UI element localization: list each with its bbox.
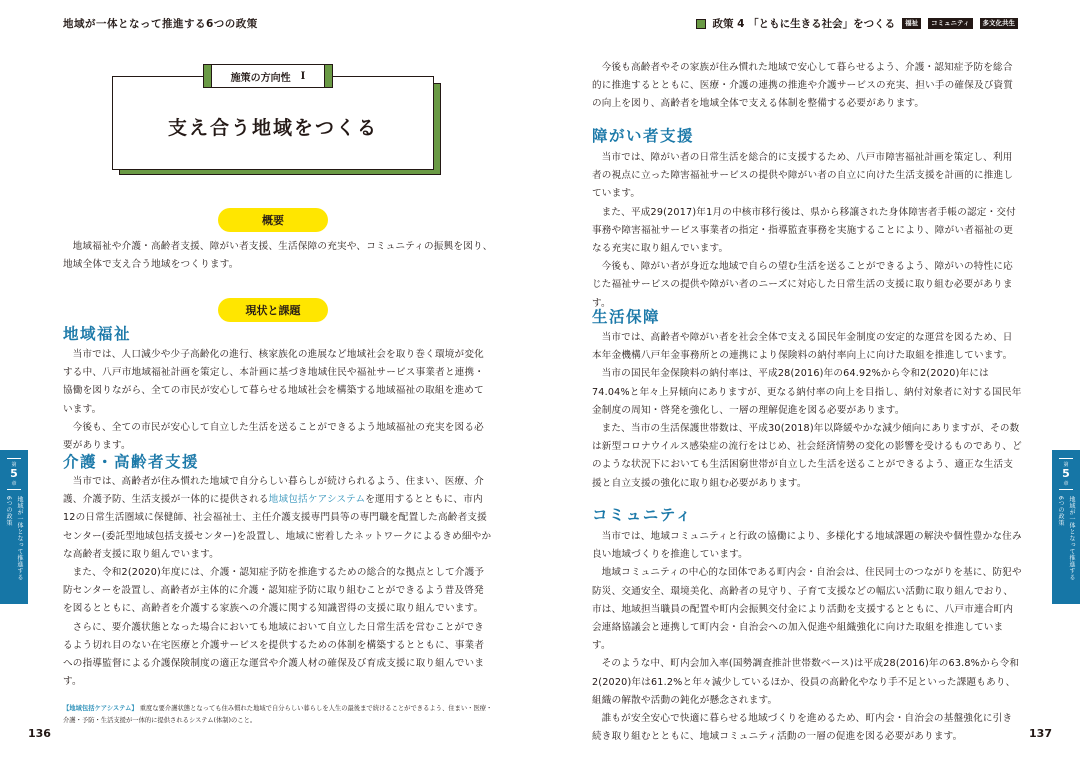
heading-elderly: 介護・高齢者支援: [63, 453, 200, 471]
policy-header: [696, 16, 1018, 31]
paragraph: 当市では、人口減少や少子高齢化の進行、核家族化の進展など地域社会を取り巻く環境が変化する中、八戸市地域福祉計画を策定し、本計画に基づき地域住民や福祉サービス事業者と連携・協働を図りながら、全ての市民が安心して暮らせる地域社会を構築する地域福祉の取組を進めています。: [63, 349, 485, 415]
summary-pill: 概要: [218, 208, 328, 232]
chapter-title: [4, 496, 24, 581]
paragraph: 今後も、障がい者が身近な地域で自らの望む生活を送ることができるよう、障がいの特性に応じた福祉サービスの提供や障がい者のニーズに対応した日常生活の支援に取り組む必要があります。: [592, 261, 1013, 309]
chapter-tab-left[interactable]: [0, 450, 28, 604]
chapter-number: 5: [1062, 467, 1070, 480]
running-head: 地域が一体となって推進する6つの政策: [63, 18, 258, 30]
divider: [1059, 489, 1073, 490]
direction-label-text: 施策の方向性: [230, 72, 291, 84]
chapter-tab-right[interactable]: [1052, 450, 1080, 604]
footnote-term: 【地域包括ケアシステム】: [63, 705, 138, 712]
direction-label: [203, 64, 333, 88]
paragraph: 今後も、全ての市民が安心して自立した生活を送ることができるよう地域福祉の充実を図る必要があります。: [63, 421, 484, 452]
paragraph: 当市では、障がい者の日常生活を総合的に支援するため、八戸市障害福祉計画を策定し、利用者の視点に立った障害福祉サービスの提供や障がい者の自立に向けた生活支援を計画的に推進しています。: [592, 152, 1014, 200]
paragraph: 誰もが安全安心で快適に暮らせる地域づくりを進めるため、町内会・自治会の基盤強化に引き続き取り組むとともに、地域コミュニティ活動の一層の促進を図る必要があります。: [592, 713, 1013, 743]
chapter-title: [1056, 496, 1076, 581]
elderly-text-cont: [592, 59, 1022, 114]
paragraph: 当市では、高齢者や障がい者を社会全体で支える国民年金制度の安定的な運営を図るため、日本年金機構八戸年金事務所との連携により保険料の納付率向上に向けた取組を推進しています。: [592, 332, 1013, 362]
chapter-title-line1: 地域が一体となって推進する: [1068, 496, 1075, 581]
glossary-term-link[interactable]: 地域包括ケアシステム: [268, 494, 366, 506]
chapter-title-line1: 地域が一体となって推進する: [16, 496, 23, 581]
current-pill: 現状と課題: [218, 298, 328, 322]
heading-community: コミュニティ: [592, 506, 693, 524]
tag-community: コミュニティ: [928, 18, 972, 29]
heading-disability: 障がい者支援: [592, 127, 695, 145]
paragraph: また、当市の生活保護世帯数は、平成30(2018)年以降緩やかな減少傾向にありますが、その数は新型コロナウイルス感染症の流行をはじめ、社会経済情勢の変化の影響を受けるものであり、どのような状況下においても生活困窮世帯が自立した生活を送ることができるよう、適正な生活支援と自立支援の強化に取り組む必要があります。: [592, 423, 1022, 489]
direction-number: Ⅰ: [300, 70, 306, 82]
divider: [7, 458, 21, 459]
heading-welfare: 地域福祉: [63, 325, 132, 343]
divider: [1059, 458, 1073, 459]
tag-welfare: 福祉: [902, 18, 921, 29]
chapter-suffix: 章: [1063, 481, 1069, 487]
chapter-prefix: 第: [1063, 462, 1069, 468]
welfare-text: [63, 346, 493, 455]
paragraph: 今後も高齢者やその家族が住み慣れた地域で安心して暮らせるよう、介護・認知症予防を総合的に推進するとともに、医療・介護の連携の推進や介護サービスの充実、担い手の確保及び資質の向上を図り、高齢者を地域全体で支える体制を整備する必要があります。: [592, 62, 1014, 110]
page-right: [540, 0, 1080, 764]
disability-text: [592, 149, 1022, 313]
chapter-prefix: 第: [11, 462, 17, 468]
page-number-left: 136: [28, 727, 51, 740]
summary-paragraph: 地域福祉や介護・高齢者支援、障がい者支援、生活保障の充実や、コミュニティの振興を図り、地域全体で支え合う地域をつくります。: [63, 241, 493, 271]
chapter-number: 5: [10, 467, 18, 480]
tag-multicultural: 多文化共生: [980, 18, 1019, 29]
paragraph: そのような中、町内会加入率(国勢調査推計世帯数ベース)は平成28(2016)年の63.8%から令和2(2020)年は61.2%と年々減少しているほか、役員の高齢化やなり手不足といった課題もあり、組織の解散や活動の鈍化が懸念されます。: [592, 658, 1020, 706]
paragraph: さらに、要介護状態となった場合においても地域において自立した日常生活を営むことができるよう切れ目のない在宅医療と介護サービスを提供するための体制を構築するとともに、事業者への指導監督による介護保険制度の適正な運営や介護人材の確保及び育成支援に取り組んでいます。: [63, 621, 485, 688]
footnote: [63, 703, 493, 727]
chapter-title-line2: 6つの政策: [5, 496, 12, 527]
policy-square-icon: [696, 19, 706, 29]
divider: [7, 489, 21, 490]
summary-text: [63, 238, 493, 274]
elderly-text: [63, 473, 493, 691]
footnote-text: 重度な要介護状態となっても住み慣れた地域で自分らしい暮らしを人生の最後まで続けることができるよう、住まい・医療・介護・予防・生活支援が一体的に提供されるシステム(体制)のこと。: [63, 705, 493, 724]
paragraph: 当市では、地域コミュニティと行政の協働により、多様化する地域課題の解決や個性豊かな住み良い地域づくりを推進しています。: [592, 531, 1022, 561]
community-text: [592, 528, 1022, 746]
paragraph-part: を運用するとともに、市内12の日常生活圏域に保健師、社会福祉士、主任介護支援専門員等の専門職を配置した高齢者支援センター(委託型地域包括支援センター)を設置し、地域に密着したネットワークによるきめ細やかな高齢者支援に取り組んでいます。: [63, 494, 492, 560]
paragraph: 地域コミュニティの中心的な団体である町内会・自治会は、住民同士のつながりを基に、防犯や防災、交通安全、環境美化、高齢者の見守り、子育て支援などの幅広い活動に取り組んでおり、市は、地域担当職員の配置や町内会振興交付金により活動を支援するとともに、八戸市連合町内会連絡協議会と連携して町内会・自治会への加入促進や組織強化に向けた取組を推進しています。: [592, 567, 1022, 652]
paragraph-part: 当市では、高齢者が住み慣れた地域で自分らしい暮らしが続けられるよう、住まい、医療、介護、介護予防、生活支援が一体的に提供される: [63, 476, 484, 506]
chapter-suffix: 章: [11, 481, 17, 487]
page-title: 支え合う地域をつくる: [167, 116, 378, 139]
policy-title: 政策 4 「ともに生きる社会」をつくる: [712, 18, 896, 30]
paragraph: また、令和2(2020)年度には、介護・認知症予防を推進するための総合的な拠点として介護予防センターを設置し、高齢者が主体的に介護・認知症予防に取り組むことができるよう普及啓発を図るとともに、高齢者を介護する家族への介護に関する知識習得の支援に取り組んでいます。: [63, 567, 485, 615]
page-number-right: 137: [1029, 727, 1052, 740]
chapter-title-line2: 6つの政策: [1057, 496, 1064, 527]
paragraph: 当市の国民年金保険料の納付率は、平成28(2016)年の64.92%から令和2(2020)年には74.04%と年々上昇傾向にありますが、更なる納付率の向上を目指し、納付対象者に対する国民年金制度の周知・啓発を強化し、一層の理解促進を図る必要があります。: [592, 368, 1022, 416]
paragraph: [63, 473, 493, 564]
title-box: [112, 76, 434, 170]
paragraph: また、平成29(2017)年1月の中核市移行後は、県から移譲された身体障害者手帳の認定・交付事務や障害福祉サービス事業者の指定・指導監査事務を実施することにより、障がい者福祉の更なる充実に取り組んでいます。: [592, 206, 1016, 255]
livelihood-text: [592, 329, 1022, 493]
heading-livelihood: 生活保障: [592, 308, 661, 326]
